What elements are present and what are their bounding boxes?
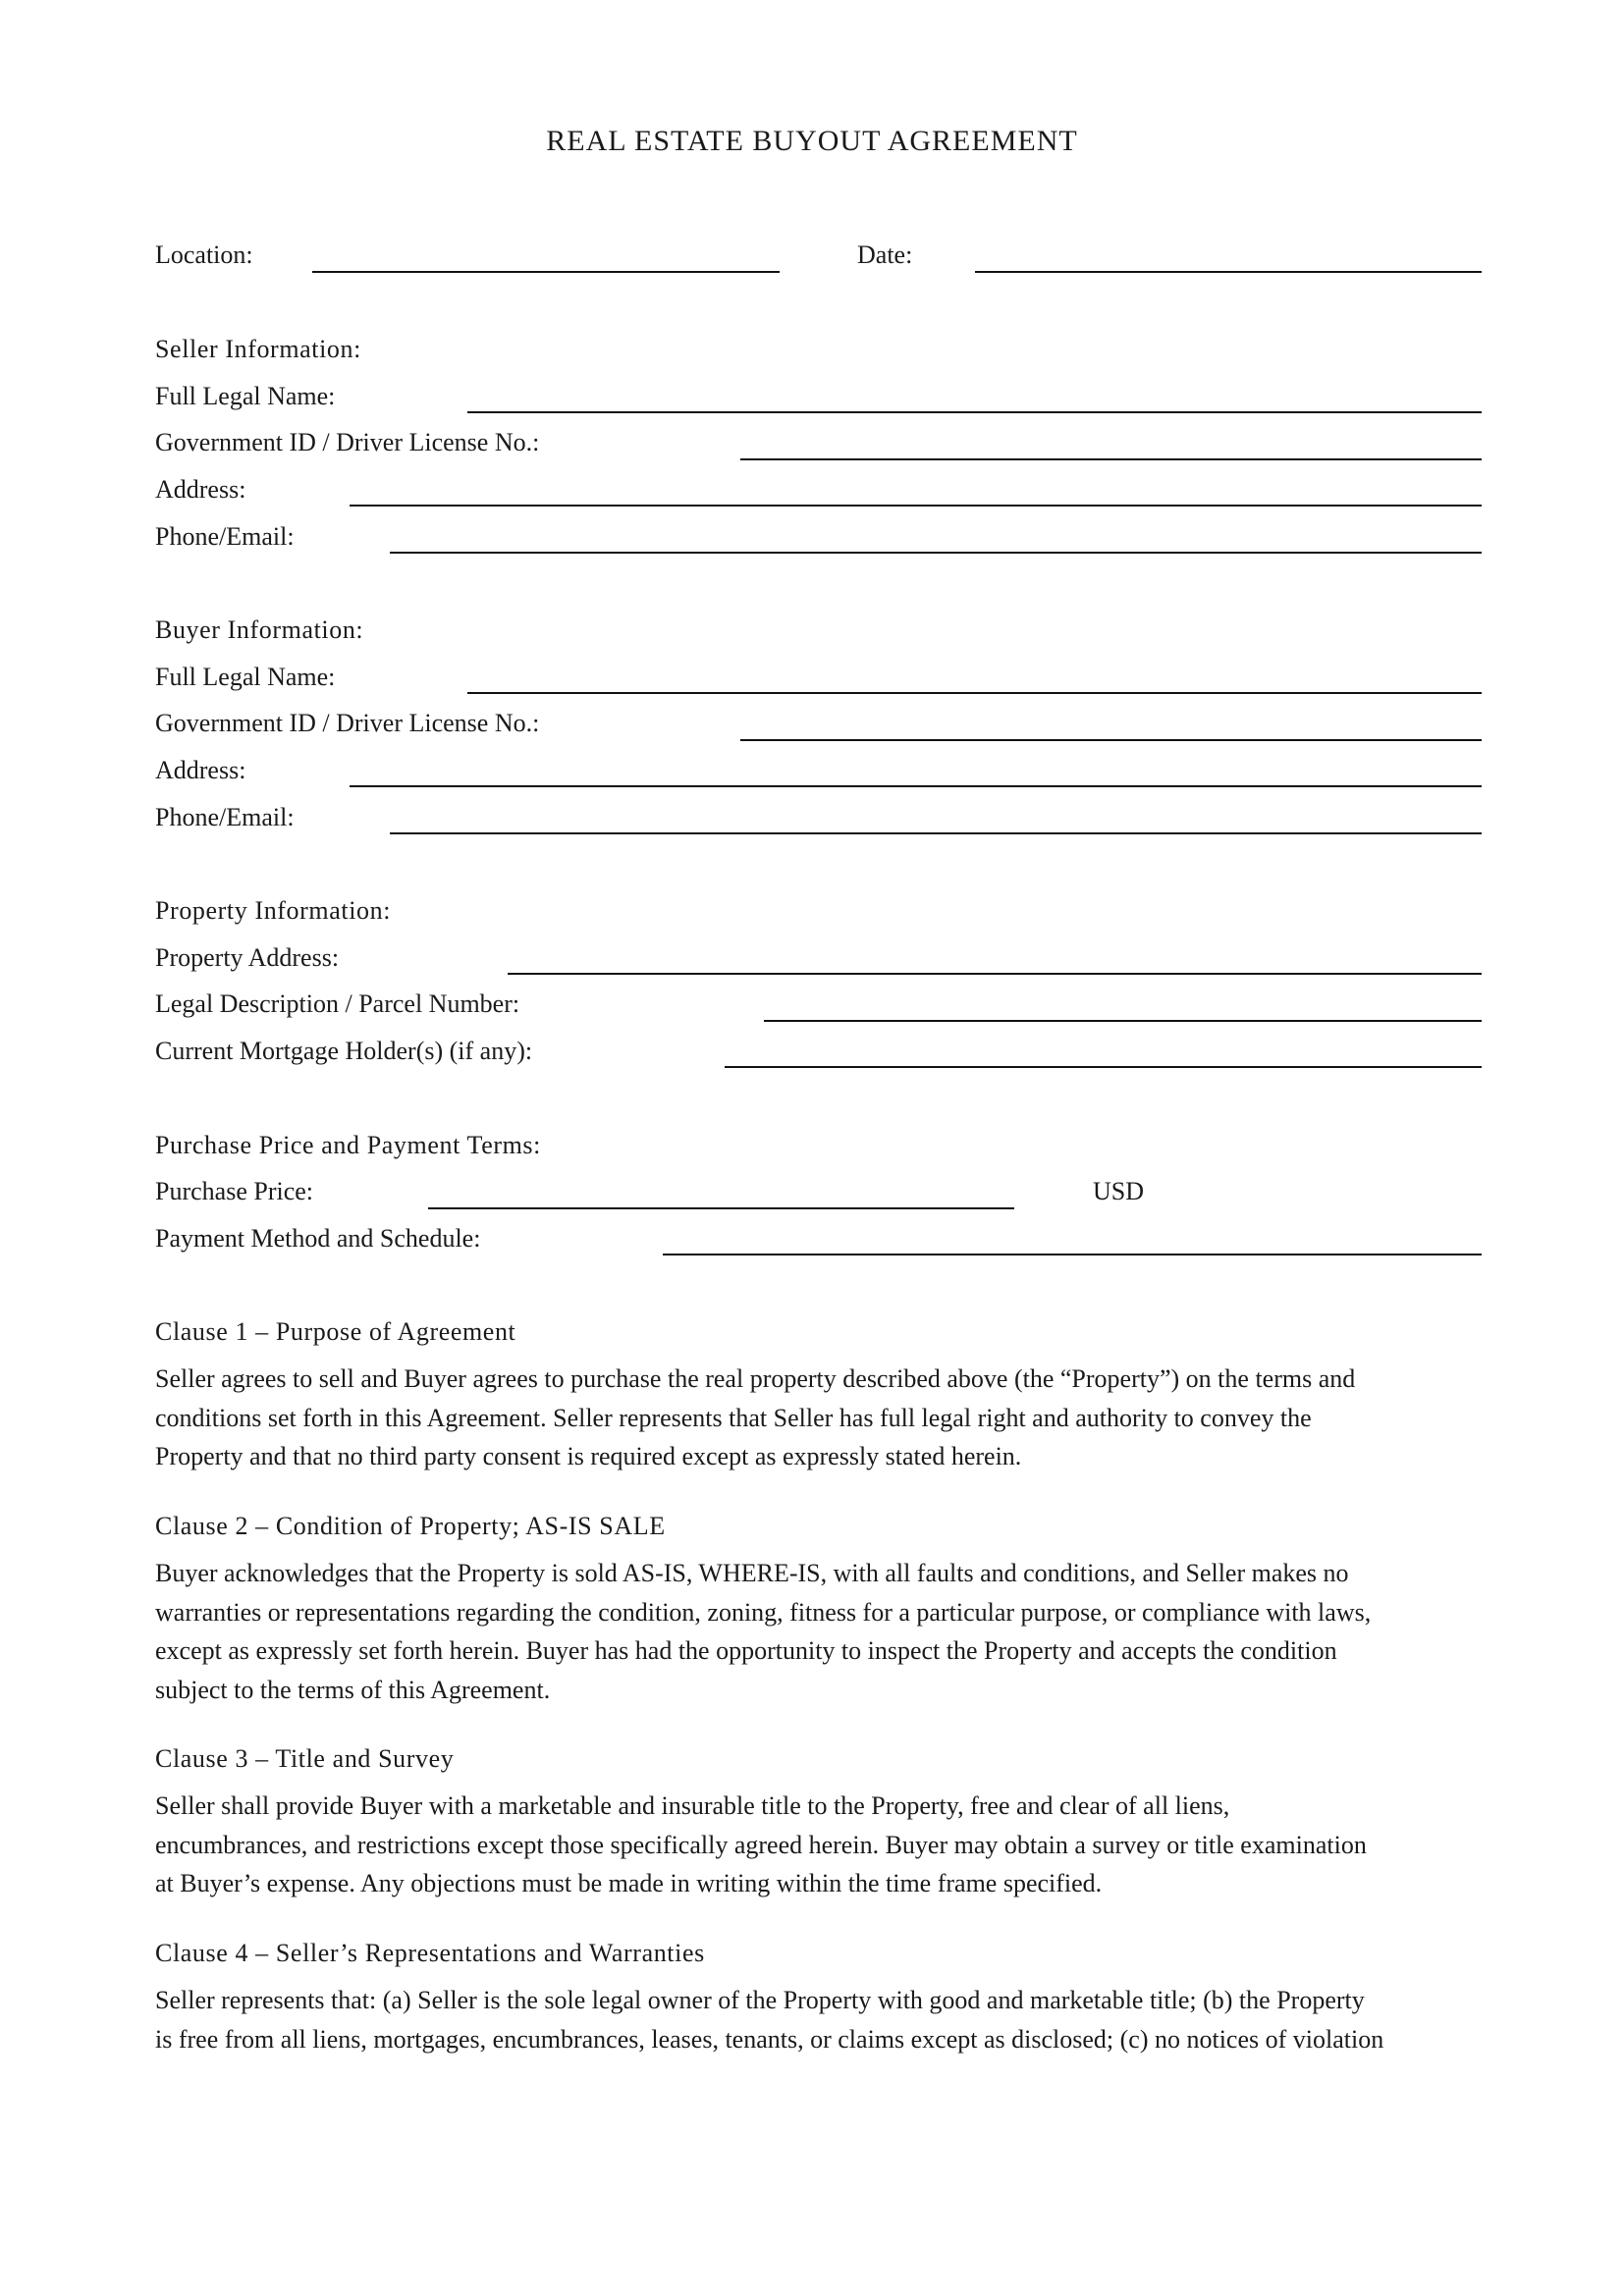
- payment-method-field[interactable]: [663, 1254, 1482, 1255]
- seller-address-field[interactable]: [350, 505, 1482, 507]
- buyer-name-field[interactable]: [467, 692, 1482, 694]
- property-section-heading: Property Information:: [155, 896, 392, 925]
- date-label: Date:: [857, 240, 913, 269]
- clause-2-line: subject to the terms of this Agreement.: [155, 1675, 551, 1704]
- buyer-contact-label: Phone/Email:: [155, 803, 295, 831]
- seller-contact-field[interactable]: [390, 552, 1482, 554]
- purchase-price-field[interactable]: [428, 1207, 1014, 1209]
- buyer-id-label: Government ID / Driver License No.:: [155, 709, 540, 737]
- clause-2-line: Buyer acknowledges that the Property is sold AS-IS, WHERE-IS, with all faults and conditions, and Seller makes no: [155, 1559, 1349, 1587]
- seller-name-field[interactable]: [467, 411, 1482, 413]
- clause-2-text: [155, 1554, 1481, 1709]
- buyer-section-heading: Buyer Information:: [155, 615, 364, 644]
- buyer-address-label: Address:: [155, 756, 246, 784]
- clause-3-line: Seller shall provide Buyer with a marketable and insurable title to the Property, free and clear of all liens,: [155, 1791, 1230, 1820]
- seller-section-heading: Seller Information:: [155, 335, 361, 363]
- clause-3-heading: Clause 3 – Title and Survey: [155, 1744, 455, 1773]
- buyer-id-field[interactable]: [740, 739, 1482, 741]
- seller-id-label: Government ID / Driver License No.:: [155, 428, 540, 456]
- clause-4-line: Seller represents that: (a) Seller is the sole legal owner of the Property with good and marketable title; (b) the Property: [155, 1986, 1365, 2014]
- currency-label: USD: [1093, 1177, 1145, 1205]
- location-field[interactable]: [312, 271, 780, 273]
- payment-method-label: Payment Method and Schedule:: [155, 1224, 481, 1253]
- buyer-address-field[interactable]: [350, 785, 1482, 787]
- property-address-field[interactable]: [508, 973, 1482, 975]
- seller-id-field[interactable]: [740, 458, 1482, 460]
- clause-2-line: warranties or representations regarding the condition, zoning, fitness for a particular purpose, or compliance with laws,: [155, 1597, 1372, 1627]
- parcel-number-label: Legal Description / Parcel Number:: [155, 989, 520, 1018]
- document-title: REAL ESTATE BUYOUT AGREEMENT: [546, 125, 1078, 157]
- clause-4-heading: Clause 4 – Seller’s Representations and Warranties: [155, 1939, 705, 1967]
- clause-4-text: [155, 1981, 1481, 2058]
- seller-address-label: Address:: [155, 475, 246, 504]
- clause-1-heading: Clause 1 – Purpose of Agreement: [155, 1317, 516, 1346]
- clause-3-text: [155, 1787, 1481, 1903]
- clause-2-line: except as expressly set forth herein. Buyer has had the opportunity to inspect the Property and accepts the condition: [155, 1636, 1337, 1665]
- clause-3-line: encumbrances, and restrictions except those specifically agreed herein. Buyer may obtain a survey or title examination: [155, 1830, 1367, 1859]
- seller-name-label: Full Legal Name:: [155, 382, 336, 410]
- clause-3-line: at Buyer’s expense. Any objections must be made in writing within the time frame specified.: [155, 1869, 1103, 1897]
- location-label: Location:: [155, 240, 253, 269]
- clause-4-line: is free from all liens, mortgages, encumbrances, leases, tenants, or claims except as disclosed; (c) no notices of violation: [155, 2024, 1384, 2054]
- buyer-name-label: Full Legal Name:: [155, 663, 336, 691]
- clause-1-line: Seller agrees to sell and Buyer agrees to purchase the real property described above (the “Property”) on the terms and: [155, 1364, 1356, 1393]
- clause-1-text: [155, 1360, 1481, 1476]
- date-field[interactable]: [975, 271, 1482, 273]
- price-section-heading: Purchase Price and Payment Terms:: [155, 1131, 541, 1159]
- mortgage-holder-label: Current Mortgage Holder(s) (if any):: [155, 1037, 533, 1065]
- mortgage-holder-field[interactable]: [725, 1066, 1482, 1068]
- purchase-price-label: Purchase Price:: [155, 1177, 314, 1205]
- clause-1-line: Property and that no third party consent is required except as expressly stated herein.: [155, 1442, 1022, 1470]
- seller-contact-label: Phone/Email:: [155, 522, 295, 551]
- clause-1-line: conditions set forth in this Agreement. Seller represents that Seller has full legal right and authority to convey the: [155, 1403, 1312, 1432]
- parcel-number-field[interactable]: [764, 1020, 1482, 1022]
- buyer-contact-field[interactable]: [390, 832, 1482, 834]
- property-address-label: Property Address:: [155, 943, 340, 972]
- clause-2-heading: Clause 2 – Condition of Property; AS-IS SALE: [155, 1512, 666, 1540]
